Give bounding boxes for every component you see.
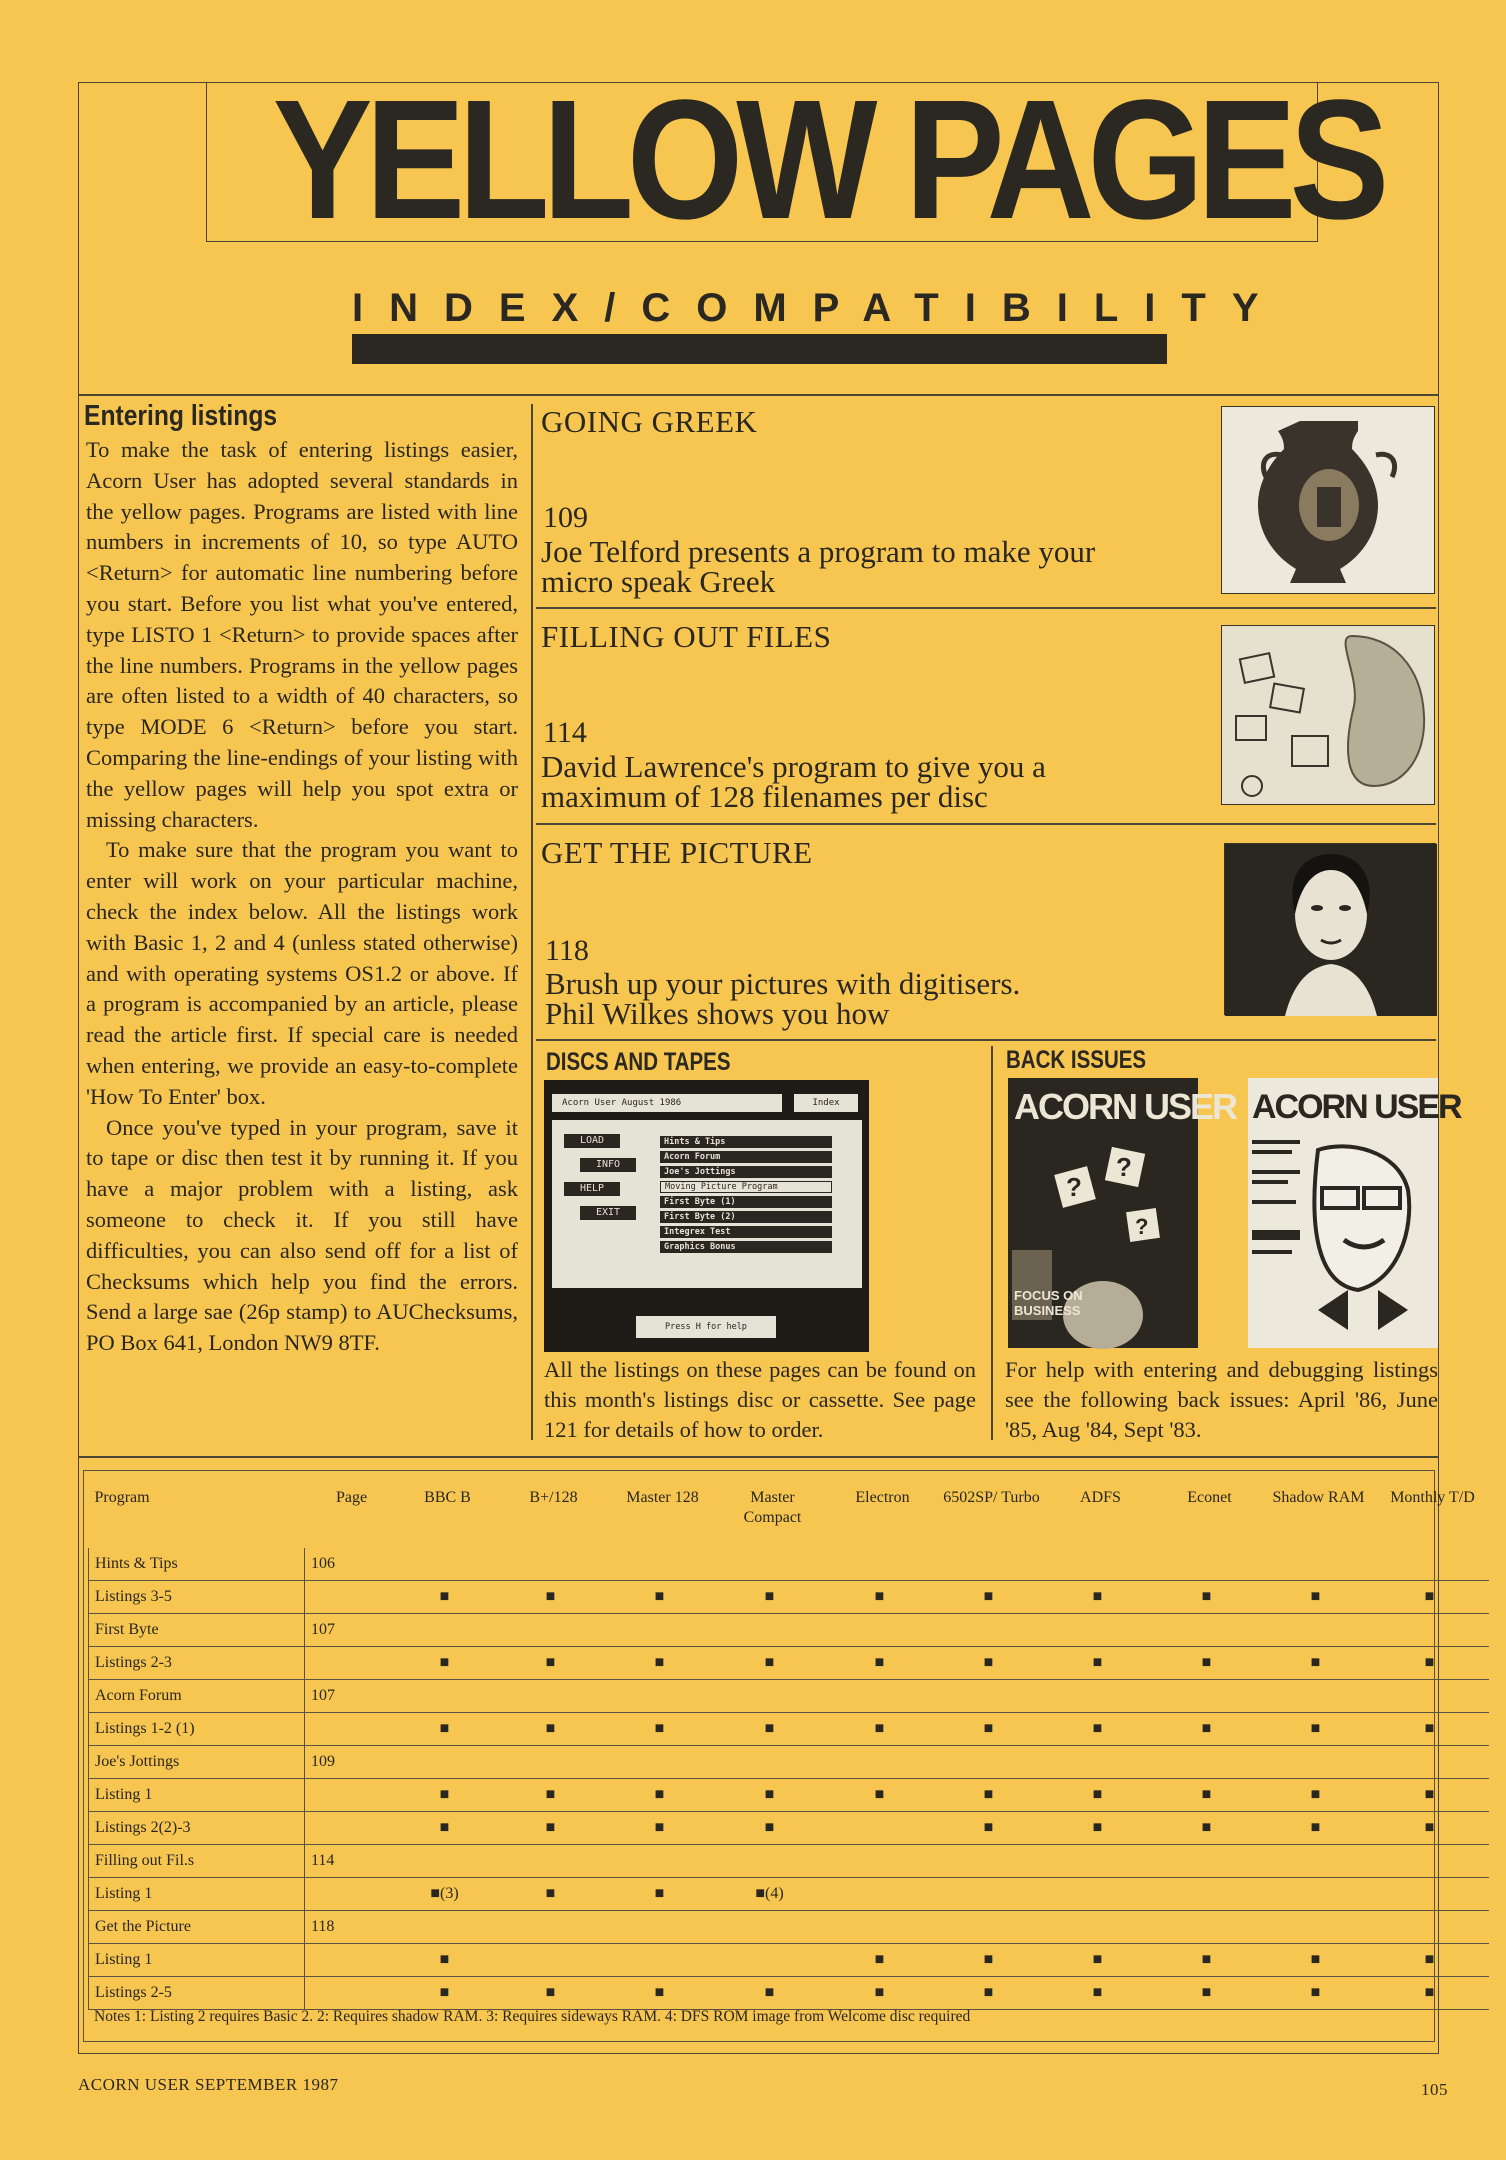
compat-cell: ■ xyxy=(1043,1713,1153,1746)
table-row xyxy=(89,1713,1489,1746)
compat-cell xyxy=(1153,1878,1261,1911)
table-header xyxy=(89,1476,1489,1548)
feature-title: FILLING OUT FILES xyxy=(541,619,832,654)
compat-cell: ■ xyxy=(935,1713,1043,1746)
screen-menu-item: Graphics Bonus xyxy=(660,1241,832,1253)
compat-cell: ■ xyxy=(1261,1812,1371,1845)
compat-cell: ■ xyxy=(1153,1779,1261,1812)
greek-vase-picture xyxy=(1221,406,1435,594)
compat-cell: ■ xyxy=(1043,1647,1153,1680)
compat-cell: ■ xyxy=(1153,1977,1261,2010)
column-header: BBC B xyxy=(424,1489,471,1506)
entering-paragraph-3: Once you've typed in your program, save it to tape or disc then test it by running it. If you have a major problem with a listing, ask someone to check it. If you still have difficulties, you can also send off for a list of Checksums which help you find the errors. Send a large sae (26p stamp) to AUChecksums, PO Box 641, London NW9 8TF. xyxy=(86,1114,518,1356)
entering-paragraph-2: To make sure that the program you want to enter will work on your particular machine, check the index below. All the listings work with Basic 1, 2 and 4 (unless stated otherwise) and with operating systems OS1.2 or above. If a program is accompanied by an article, please read the article first. If special care is needed when entering, we provide an easy-to-complete 'How To Enter' box. xyxy=(86,837,518,1109)
table-body xyxy=(89,1548,1489,2010)
compat-cell: ■ xyxy=(1371,1812,1489,1845)
compat-cell xyxy=(825,1548,935,1581)
table-row xyxy=(89,1581,1489,1614)
screen-menu-item: Acorn Forum xyxy=(660,1151,832,1163)
compat-cell: ■ xyxy=(393,1647,497,1680)
program-name-cell: Listings 3-5 xyxy=(89,1581,305,1614)
compat-cell: ■ xyxy=(1261,1977,1371,2010)
screen-header-left: Acorn User August 1986 xyxy=(552,1094,782,1112)
compat-cell xyxy=(1153,1911,1261,1944)
column-header: Page xyxy=(335,1489,368,1506)
divider-table xyxy=(78,1456,1439,1458)
compat-cell xyxy=(393,1680,497,1713)
cover-1-masthead: ACORN USER xyxy=(1014,1086,1237,1127)
compat-cell xyxy=(1261,1614,1371,1647)
compat-cell: ■ xyxy=(605,1713,715,1746)
screen-menu-item: Hints & Tips xyxy=(660,1136,832,1148)
page-cell: 118 xyxy=(305,1911,393,1944)
feature-divider-3 xyxy=(536,1039,1436,1041)
feature-title: GOING GREEK xyxy=(541,404,758,439)
screen-button-info: INFO xyxy=(580,1158,636,1172)
compat-cell xyxy=(1371,1680,1489,1713)
column-header: Econet xyxy=(1187,1489,1232,1506)
program-name-cell: Listings 1-2 (1) xyxy=(89,1713,305,1746)
compat-cell: ■ xyxy=(715,1779,825,1812)
compat-cell xyxy=(1153,1680,1261,1713)
compat-cell xyxy=(935,1614,1043,1647)
entering-paragraph-1: To make the task of entering listings easier, Acorn User has adopted several standards in the yellow pages. Programs are listed with line numbers in increments of 10, so type AUTO <Return> for automatic line numbering before you start. Before you list what you've entered, type LISTO 1 <Return> to provide spaces after the line numbers. Programs in the yellow pages are often listed to a width of 40 characters, so type MODE 6 <Return> before you start. Comparing the line-endings of your listing with the yellow pages will help you spot extra or missing characters. xyxy=(86,437,518,832)
cover-1-coverline: FOCUS ON BUSINESS xyxy=(1014,1288,1083,1318)
filing-cartoon-picture xyxy=(1221,625,1435,805)
page-number: 105 xyxy=(1421,2080,1448,2099)
compat-cell: ■ xyxy=(715,1812,825,1845)
compat-cell: ■ xyxy=(497,1779,605,1812)
compat-cell xyxy=(1153,1746,1261,1779)
compat-cell xyxy=(393,1911,497,1944)
page-cell xyxy=(305,1812,393,1845)
table-notes: Notes 1: Listing 2 requires Basic 2. 2: Requires shadow RAM. 3: Requires sideways RAM. 4: DFS ROM image from Welcome disc required xyxy=(94,2008,971,2025)
page-title: YELLOW PAGES xyxy=(272,65,1383,255)
section-title-bar xyxy=(352,334,1167,364)
compat-cell: ■ xyxy=(393,1581,497,1614)
compat-cell: ■ xyxy=(1261,1647,1371,1680)
compat-cell xyxy=(1043,1680,1153,1713)
compat-cell xyxy=(497,1845,605,1878)
compat-cell xyxy=(497,1614,605,1647)
column-header: 6502SP/ Turbo xyxy=(943,1489,1040,1506)
screen-menu-item: First Byte (1) xyxy=(660,1196,832,1208)
compat-cell xyxy=(605,1680,715,1713)
divider-top xyxy=(78,394,1439,396)
feature-desc-line1: Joe Telford presents a program to make your xyxy=(541,534,1096,569)
page-cell xyxy=(305,1878,393,1911)
compatibility-table xyxy=(88,1476,1489,2010)
compat-cell xyxy=(497,1746,605,1779)
compat-cell: ■ xyxy=(825,1944,935,1977)
compat-cell: ■ xyxy=(715,1647,825,1680)
cartoon-icon xyxy=(1222,626,1436,806)
page-cell: 106 xyxy=(305,1548,393,1581)
compat-cell: ■ xyxy=(1261,1581,1371,1614)
compat-cell xyxy=(1153,1845,1261,1878)
compat-cell xyxy=(1261,1911,1371,1944)
compat-cell xyxy=(935,1878,1043,1911)
compat-cell xyxy=(393,1845,497,1878)
table-row xyxy=(89,1911,1489,1944)
compat-cell: ■ xyxy=(393,1713,497,1746)
compat-cell: ■ xyxy=(1261,1713,1371,1746)
entering-heading: Entering listings xyxy=(84,400,278,432)
compat-cell: ■ xyxy=(1261,1779,1371,1812)
column-header: Shadow RAM xyxy=(1272,1489,1365,1506)
column-divider-right xyxy=(991,1046,993,1440)
program-name-cell: Listings 2-5 xyxy=(89,1977,305,2010)
compat-cell: ■ xyxy=(825,1779,935,1812)
compat-cell xyxy=(825,1845,935,1878)
program-name-cell: Listings 2-3 xyxy=(89,1647,305,1680)
vase-icon xyxy=(1222,407,1436,595)
compat-cell xyxy=(825,1878,935,1911)
compat-cell: ■ xyxy=(1153,1581,1261,1614)
compat-cell xyxy=(715,1680,825,1713)
compat-cell: ■ xyxy=(1043,1944,1153,1977)
screen-help-prompt: Press H for help xyxy=(636,1316,776,1338)
table-row xyxy=(89,1647,1489,1680)
compat-cell: ■ xyxy=(825,1713,935,1746)
compat-cell: ■ xyxy=(497,1713,605,1746)
compat-cell: ■ xyxy=(497,1812,605,1845)
compat-cell xyxy=(715,1548,825,1581)
column-header: B+/128 xyxy=(529,1489,578,1506)
compat-cell xyxy=(715,1746,825,1779)
compat-cell: ■ xyxy=(935,1812,1043,1845)
compat-cell xyxy=(715,1614,825,1647)
page-cell: 109 xyxy=(305,1746,393,1779)
compat-cell xyxy=(1261,1878,1371,1911)
compat-cell xyxy=(715,1944,825,1977)
screen-button-help: HELP xyxy=(564,1182,620,1196)
page-cell xyxy=(305,1581,393,1614)
discs-caption: All the listings on these pages can be found on this month's listings disc or cassette. See page 121 for details of how to order. xyxy=(544,1357,976,1442)
entering-body xyxy=(86,435,518,1359)
program-name-cell: Get the Picture xyxy=(89,1911,305,1944)
compat-cell: ■ xyxy=(715,1581,825,1614)
compat-cell: ■ xyxy=(825,1647,935,1680)
program-name-cell: Listings 2(2)-3 xyxy=(89,1812,305,1845)
compat-cell: ■ xyxy=(1371,1581,1489,1614)
compat-cell xyxy=(1261,1845,1371,1878)
table-row xyxy=(89,1614,1489,1647)
table-row xyxy=(89,1878,1489,1911)
compat-cell: ■(4) xyxy=(715,1878,825,1911)
compat-cell: ■ xyxy=(605,1779,715,1812)
program-name-cell: Filling out Fil.s xyxy=(89,1845,305,1878)
compat-cell: ■ xyxy=(605,1878,715,1911)
compat-cell xyxy=(605,1911,715,1944)
compat-cell: ■(3) xyxy=(393,1878,497,1911)
compat-cell: ■ xyxy=(1153,1944,1261,1977)
compat-cell: ■ xyxy=(393,1944,497,1977)
compat-cell xyxy=(1043,1614,1153,1647)
compat-cell: ■ xyxy=(1261,1944,1371,1977)
program-name-cell: Acorn Forum xyxy=(89,1680,305,1713)
compat-cell xyxy=(605,1614,715,1647)
page-cell xyxy=(305,1713,393,1746)
column-header: Program xyxy=(94,1489,150,1506)
column-header: Monthly T/D xyxy=(1390,1489,1475,1506)
compat-cell xyxy=(1043,1911,1153,1944)
compat-cell: ■ xyxy=(715,1713,825,1746)
cover-2-masthead: ACORN USER xyxy=(1252,1088,1461,1126)
back-issue-cover-2 xyxy=(1248,1078,1461,1348)
compat-cell: ■ xyxy=(715,1977,825,2010)
feature-desc-line2: micro speak Greek xyxy=(541,564,776,599)
feature-desc-line1: Brush up your pictures with digitisers. xyxy=(545,966,1021,1001)
compat-cell xyxy=(825,1746,935,1779)
program-name-cell: Listing 1 xyxy=(89,1779,305,1812)
compat-cell xyxy=(1371,1548,1489,1581)
compat-cell: ■ xyxy=(393,1977,497,2010)
compat-cell: ■ xyxy=(825,1581,935,1614)
feature-page: 118 xyxy=(545,934,589,967)
compat-cell: ■ xyxy=(605,1977,715,2010)
feature-page: 109 xyxy=(543,501,588,534)
compat-cell: ■ xyxy=(935,1581,1043,1614)
compat-cell xyxy=(1371,1911,1489,1944)
compat-cell xyxy=(935,1911,1043,1944)
page-cell: 107 xyxy=(305,1614,393,1647)
compat-cell: ■ xyxy=(393,1779,497,1812)
compat-cell xyxy=(497,1548,605,1581)
compat-cell: ■ xyxy=(497,1581,605,1614)
compat-cell xyxy=(605,1845,715,1878)
feature-divider-2 xyxy=(536,823,1436,825)
compat-cell xyxy=(393,1746,497,1779)
back-issue-cover-1 xyxy=(1008,1078,1237,1348)
compat-cell: ■ xyxy=(605,1581,715,1614)
compat-cell xyxy=(1371,1614,1489,1647)
compat-cell: ■ xyxy=(1043,1581,1153,1614)
page-cell xyxy=(305,1944,393,1977)
feature-page: 114 xyxy=(543,716,587,749)
svg-text:?: ? xyxy=(1066,1172,1082,1202)
compat-cell: ■ xyxy=(497,1977,605,2010)
compat-cell xyxy=(825,1911,935,1944)
table-row xyxy=(89,1548,1489,1581)
compat-cell xyxy=(935,1680,1043,1713)
compat-cell: ■ xyxy=(1153,1713,1261,1746)
back-issues-caption: For help with entering and debugging listings see the following back issues: April '86, June '85, Aug '84, Sept '83. xyxy=(1005,1357,1438,1442)
compat-cell xyxy=(1153,1614,1261,1647)
compat-cell: ■ xyxy=(935,1977,1043,2010)
feature-divider-1 xyxy=(536,607,1436,609)
discs-heading: DISCS AND TAPES xyxy=(546,1048,731,1076)
compat-cell xyxy=(715,1911,825,1944)
compat-cell xyxy=(1043,1878,1153,1911)
section-title: INDEX/COMPATIBILITY xyxy=(352,286,1285,330)
screen-menu-item: First Byte (2) xyxy=(660,1211,832,1223)
program-name-cell: Listing 1 xyxy=(89,1944,305,1977)
program-name-cell: Listing 1 xyxy=(89,1878,305,1911)
compat-cell xyxy=(1371,1845,1489,1878)
compat-cell: ■ xyxy=(1371,1647,1489,1680)
program-name-cell: First Byte xyxy=(89,1614,305,1647)
compat-cell xyxy=(935,1845,1043,1878)
disc-menu-screenshot xyxy=(544,1080,869,1352)
compat-cell xyxy=(1043,1548,1153,1581)
compat-cell: ■ xyxy=(497,1878,605,1911)
table-row xyxy=(89,1680,1489,1713)
table-row xyxy=(89,1746,1489,1779)
compat-cell xyxy=(605,1548,715,1581)
page-cell: 114 xyxy=(305,1845,393,1878)
footer-masthead: ACORN USER SEPTEMBER 1987 xyxy=(78,2075,339,2094)
compat-cell xyxy=(1261,1680,1371,1713)
compat-cell xyxy=(1261,1548,1371,1581)
compat-cell xyxy=(715,1845,825,1878)
table-row xyxy=(89,1845,1489,1878)
compat-cell xyxy=(393,1548,497,1581)
compat-cell xyxy=(1371,1746,1489,1779)
screen-menu-item: Joe's Jottings xyxy=(660,1166,832,1178)
table-row xyxy=(89,1812,1489,1845)
portrait-icon xyxy=(1225,844,1437,1016)
compat-cell xyxy=(605,1944,715,1977)
compat-cell: ■ xyxy=(605,1647,715,1680)
compat-cell xyxy=(497,1944,605,1977)
screen-button-load: LOAD xyxy=(564,1134,620,1148)
screen-menu-item: Integrex Test xyxy=(660,1226,832,1238)
compat-cell: ■ xyxy=(935,1944,1043,1977)
screen-header-right: Index xyxy=(794,1094,858,1112)
compat-cell xyxy=(497,1680,605,1713)
compat-cell xyxy=(497,1911,605,1944)
table-row xyxy=(89,1977,1489,2010)
compat-cell: ■ xyxy=(1371,1779,1489,1812)
page-cell: 107 xyxy=(305,1680,393,1713)
page-cell xyxy=(305,1977,393,2010)
screen-menu-item-selected: Moving Picture Program xyxy=(660,1181,832,1193)
compat-cell: ■ xyxy=(1371,1713,1489,1746)
compat-cell: ■ xyxy=(1371,1977,1489,2010)
compat-cell xyxy=(1043,1845,1153,1878)
compat-cell xyxy=(935,1746,1043,1779)
feature-desc-line2: maximum of 128 filenames per disc xyxy=(541,779,988,814)
cover-2-artwork xyxy=(1248,1130,1438,1350)
compat-cell: ■ xyxy=(935,1647,1043,1680)
digitised-mona-lisa-picture xyxy=(1224,843,1436,1015)
column-header: Master Compact xyxy=(743,1489,802,1526)
feature-title: GET THE PICTURE xyxy=(541,835,813,870)
compat-cell: ■ xyxy=(497,1647,605,1680)
column-header: Electron xyxy=(855,1489,910,1506)
compat-cell xyxy=(1371,1878,1489,1911)
svg-text:?: ? xyxy=(1135,1214,1149,1239)
compat-cell xyxy=(1043,1746,1153,1779)
column-divider-left xyxy=(531,404,533,1440)
column-header: ADFS xyxy=(1080,1489,1121,1506)
compat-cell xyxy=(1153,1548,1261,1581)
compat-cell: ■ xyxy=(1153,1812,1261,1845)
compat-cell xyxy=(605,1746,715,1779)
table-row xyxy=(89,1779,1489,1812)
table-row xyxy=(89,1944,1489,1977)
feature-desc-line2: Phil Wilkes shows you how xyxy=(545,996,890,1031)
compat-cell: ■ xyxy=(605,1812,715,1845)
program-name-cell: Joe's Jottings xyxy=(89,1746,305,1779)
compat-cell xyxy=(935,1548,1043,1581)
compat-cell xyxy=(825,1680,935,1713)
compat-cell xyxy=(825,1614,935,1647)
column-header: Master 128 xyxy=(626,1489,699,1506)
feature-desc-line1: David Lawrence's program to give you a xyxy=(541,749,1046,784)
back-issues-heading: BACK ISSUES xyxy=(1006,1046,1147,1074)
compat-cell: ■ xyxy=(393,1812,497,1845)
compat-cell: ■ xyxy=(1153,1647,1261,1680)
screen-button-exit: EXIT xyxy=(580,1206,636,1220)
compat-cell: ■ xyxy=(935,1779,1043,1812)
compat-cell xyxy=(825,1812,935,1845)
compat-cell: ■ xyxy=(1371,1944,1489,1977)
page-cell xyxy=(305,1647,393,1680)
compat-cell: ■ xyxy=(1043,1779,1153,1812)
page-cell xyxy=(305,1779,393,1812)
compat-cell: ■ xyxy=(1043,1977,1153,2010)
compat-cell: ■ xyxy=(1043,1812,1153,1845)
compat-cell xyxy=(393,1614,497,1647)
compat-cell xyxy=(1261,1746,1371,1779)
compat-cell: ■ xyxy=(825,1977,935,2010)
svg-text:?: ? xyxy=(1116,1152,1132,1182)
program-name-cell: Hints & Tips xyxy=(89,1548,305,1581)
